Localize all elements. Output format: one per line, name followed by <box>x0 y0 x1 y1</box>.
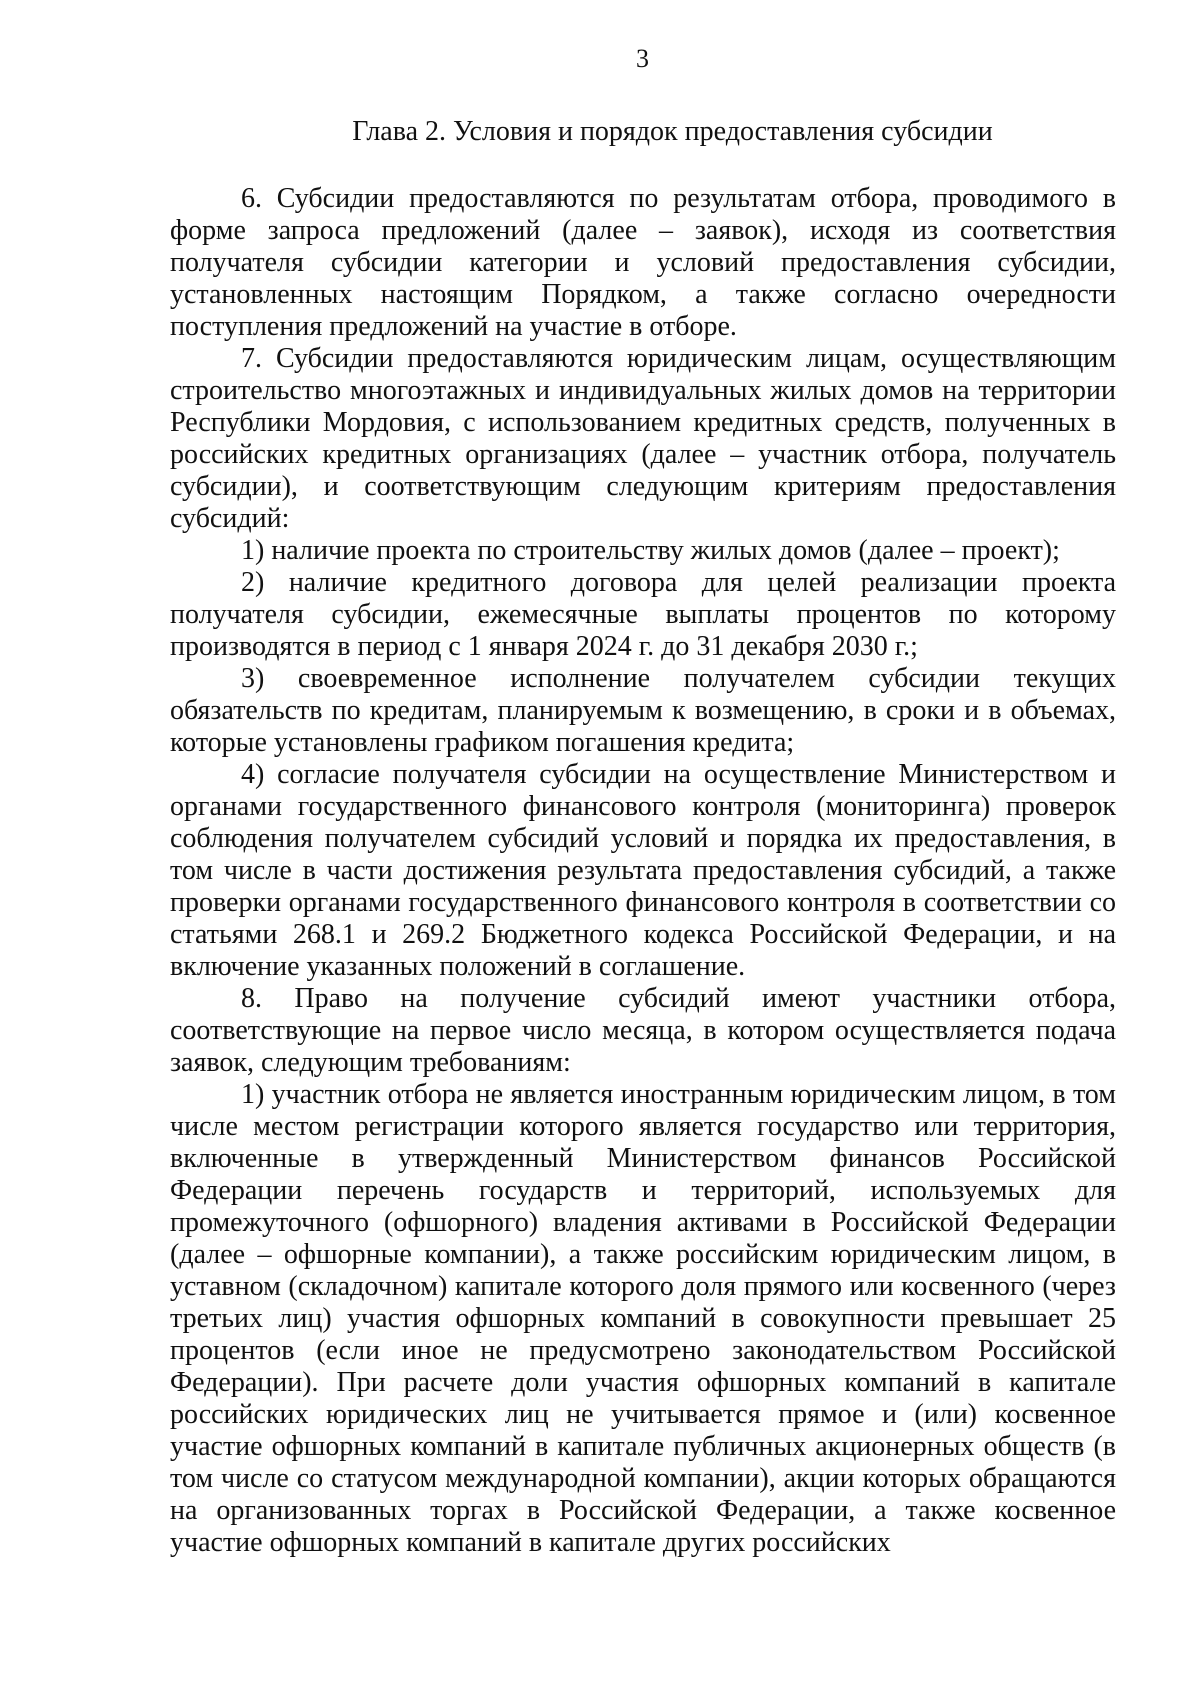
chapter-title: Глава 2. Условия и порядок предоставления субсидии <box>352 116 993 147</box>
paragraph-6: 6. Субсидии предоставляются по результатам отбора, проводимого в форме запроса предложений (далее – заявок), исходя из соответствия получателя субсидии категории и условий предоставления субсидии, установленных настоящим Порядком, а также согласно очередности поступления предложений на участие в отборе. <box>170 183 1116 342</box>
criterion-2: 2) наличие кредитного договора для целей реализации проекта получателя субсидии, ежемесячные выплаты процентов по которому производятся в период с 1 января 2024 г. до 31 декабря 2030 г.; <box>170 567 1116 662</box>
criterion-3: 3) своевременное исполнение получателем субсидии текущих обязательств по кредитам, планируемым к возмещению, в сроки и в объемах, которые установлены графиком погашения кредита; <box>170 663 1116 758</box>
document-body <box>170 183 1116 1559</box>
page-number: 3 <box>636 44 649 73</box>
paragraph-8: 8. Право на получение субсидий имеют участники отбора, соответствующие на первое число месяца, в котором осуществляется подача заявок, следующим требованиям: <box>170 983 1116 1078</box>
requirement-1: 1) участник отбора не является иностранным юридическим лицом, в том числе местом регистрации которого является государство или территория, включенные в утвержденный Министерством финансов Российской Федерации перечень государств и территорий, используемых для промежуточного (офшорного) владения активами в Российской Федерации (далее – офшорные компании), а также российским юридическим лицом, в уставном (складочном) капитале которого доля прямого или косвенного (через третьих лиц) участия офшорных компаний в совокупности превышает 25 процентов (если иное не предусмотрено законодательством Российской Федерации). При расчете доли участия офшорных компаний в капитале российских юридических лиц не учитывается прямое и (или) косвенное участие офшорных компаний в капитале публичных акционерных обществ (в том числе со статусом международной компании), акции которых обращаются на организованных торгах в Российской Федерации, а также косвенное участие офшорных компаний в капитале других российских <box>170 1079 1116 1558</box>
criterion-1: 1) наличие проекта по строительству жилых домов (далее – проект); <box>241 535 1060 566</box>
criterion-4: 4) согласие получателя субсидии на осуществление Министерством и органами государственного финансового контроля (мониторинга) проверок соблюдения получателем субсидий условий и порядка их предоставления, в том числе в части достижения результата предоставления субсидий, а также проверки органами государственного финансового контроля в соответствии со статьями 268.1 и 269.2 Бюджетного кодекса Российской Федерации, и на включение указанных положений в соглашение. <box>170 759 1116 982</box>
paragraph-7: 7. Субсидии предоставляются юридическим лицам, осуществляющим строительство многоэтажных и индивидуальных жилых домов на территории Республики Мордовия, с использованием кредитных средств, полученных в российских кредитных организациях (далее – участник отбора, получатель субсидии), и соответствующим следующим критериям предоставления субсидий: <box>170 343 1116 534</box>
